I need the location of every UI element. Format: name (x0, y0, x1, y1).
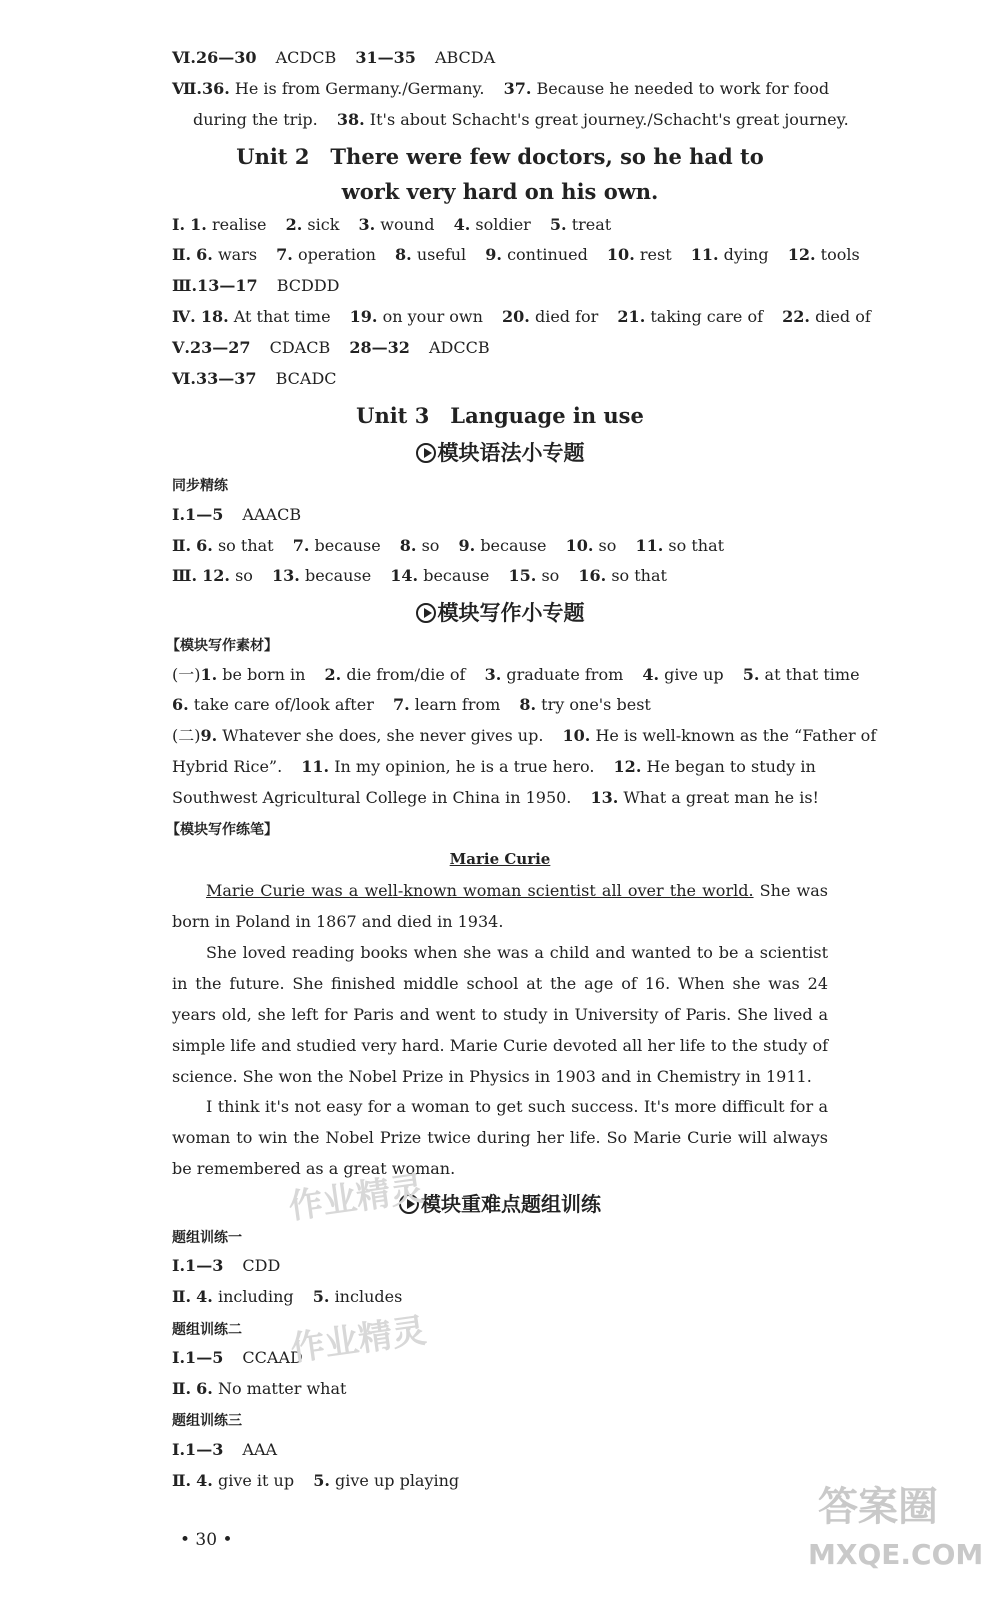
q-answer: died of (815, 307, 871, 326)
question-range: Ⅰ.1—3 (172, 1256, 224, 1275)
writing-material-label: 【模块写作素材】 (166, 638, 278, 654)
essay-paragraph-1 (172, 875, 828, 937)
q-answer: includes (334, 1287, 403, 1306)
section-numeral: Ⅱ. (172, 245, 192, 264)
material-part-2-line3 (172, 788, 819, 808)
writing-topic-title: 模块写作小专题 (437, 601, 585, 625)
q-num: 13. (272, 566, 300, 585)
q-answer: soldier (475, 215, 531, 234)
q-num: 8. (519, 695, 537, 714)
writing-topic-heading (0, 597, 1000, 627)
unit2-section-iv (172, 307, 871, 327)
q-num: 2. (285, 215, 303, 234)
q-num: 12. (202, 566, 230, 585)
q-num: 10. (562, 726, 591, 745)
answer-text: CCAAD (242, 1348, 303, 1367)
q-answer: because (314, 536, 381, 555)
q-num: 12. (613, 757, 642, 776)
q-num: 7. (276, 245, 293, 264)
q-answer: at that time (764, 665, 860, 684)
answer-text: ADCCB (428, 338, 490, 357)
q-answer: He is well-known as the “Father of (595, 726, 877, 745)
unit2-section-iii (172, 276, 339, 296)
q-num: 5. (313, 1471, 330, 1490)
drill-1-section-ii (172, 1287, 402, 1307)
q-num: 9. (485, 245, 502, 264)
answer-text: He is from Germany./Germany. (234, 79, 485, 98)
q-answer: operation (297, 245, 376, 264)
q-answer: so (235, 566, 253, 585)
q-answer: graduate from (506, 665, 624, 684)
question-range: Ⅰ.1—5 (172, 1348, 224, 1367)
q-answer: In my opinion, he is a true hero. (334, 757, 595, 776)
q-num: 21. (617, 307, 646, 326)
q-answer: taking care of (650, 307, 764, 326)
answer-line-vi-26-35 (172, 48, 495, 68)
q-answer: wound (380, 215, 435, 234)
q-answer: take care of/look after (193, 695, 374, 714)
q-answer: At that time (233, 307, 331, 326)
q-num: 2. (324, 665, 342, 684)
q-answer: learn from (414, 695, 501, 714)
answer-text: AAA (242, 1440, 278, 1459)
q-num: 22. (782, 307, 810, 326)
q-num: 9. (458, 536, 476, 555)
q-answer: sick (307, 215, 340, 234)
question-range: 31—35 (355, 48, 416, 67)
grammar-section-ii (172, 536, 724, 556)
q-answer: because (423, 566, 490, 585)
q-answer: so (541, 566, 560, 585)
q-answer: dying (723, 245, 769, 264)
essay-title: Marie Curie (449, 850, 551, 868)
drill-group-1-label: 题组训练一 (172, 1230, 242, 1246)
q-num: 12. (787, 245, 816, 264)
q-num: 6. (172, 695, 189, 714)
q-answer: What a great man he is! (623, 788, 819, 807)
material-part-2-line1 (172, 726, 876, 746)
question-range: Ⅲ.13—17 (172, 276, 258, 295)
q-answer: rest (639, 245, 672, 264)
q-num: 4. (196, 1471, 213, 1490)
answer-text: AAACB (242, 505, 302, 524)
question-number: Ⅶ.36. (172, 79, 230, 98)
q-num: 11. (690, 245, 719, 264)
drill-topic-title: 模块重难点题组训练 (421, 1192, 601, 1216)
sync-practice-label: 同步精练 (172, 478, 228, 494)
watermark-corner-logo: 答案圈 (818, 1484, 938, 1530)
q-answer: realise (211, 215, 267, 234)
play-circle-icon (416, 603, 436, 623)
q-answer: wars (217, 245, 258, 264)
q-answer: die from/die of (346, 665, 466, 684)
material-part-1-cont (172, 695, 651, 715)
q-answer: be born in (222, 665, 306, 684)
q-num: 5. (549, 215, 567, 234)
drill-3-section-ii (172, 1471, 459, 1491)
page-number: • 30 • (180, 1530, 233, 1550)
essay-paragraph-3: I think it's not easy for a woman to get such success. It's more difficult for a woman to win the Nobel Prize twice during her life. So Marie Curie will always be remembered as a great woman. (172, 1097, 828, 1178)
question-range: Ⅰ.1—3 (172, 1440, 224, 1459)
q-num: 19. (349, 307, 378, 326)
grammar-section-iii (172, 566, 667, 586)
q-num: 5. (312, 1287, 330, 1306)
essay-topic-sentence: Marie Curie was a well-known woman scientist all over the world. (206, 881, 754, 900)
section-numeral: Ⅲ. (172, 566, 198, 585)
unit2-title-line1: Unit 2 There were few doctors, so he had to (236, 144, 764, 169)
material-part-1 (172, 665, 860, 685)
q-num: 8. (395, 245, 412, 264)
q-num: 18. (200, 307, 229, 326)
drill-1-section-i (172, 1256, 280, 1276)
q-answer: continued (507, 245, 588, 264)
q-answer: Whatever she does, she never gives up. (222, 726, 544, 745)
q-num: 3. (484, 665, 502, 684)
q-num: 6. (196, 1379, 213, 1398)
q-num: 11. (301, 757, 330, 776)
q-answer: so (598, 536, 617, 555)
q-answer: tools (820, 245, 860, 264)
drill-2-section-i (172, 1348, 303, 1368)
question-range: Ⅵ.26—30 (172, 48, 257, 67)
section-numeral: Ⅱ. (172, 536, 192, 555)
q-answer: give up (664, 665, 724, 684)
q-answer: useful (416, 245, 467, 264)
q-num: 1. (200, 665, 218, 684)
q-num: 10. (606, 245, 635, 264)
watermark-corner-url: MXQE.COM (808, 1538, 984, 1571)
answer-line-38 (193, 110, 849, 130)
drill-2-section-ii (172, 1379, 346, 1399)
q-num: 1. (190, 215, 207, 234)
q-num: 4. (196, 1287, 213, 1306)
q-num: 5. (742, 665, 760, 684)
writing-practice-label: 【模块写作练笔】 (166, 822, 278, 838)
section-numeral: Ⅱ. (172, 1471, 192, 1490)
question-range: Ⅵ.33—37 (172, 369, 257, 388)
q-answer: on your own (382, 307, 483, 326)
q-answer: because (480, 536, 547, 555)
q-num: 13. (590, 788, 619, 807)
section-numeral: Ⅰ. (172, 215, 186, 234)
answer-text: CDACB (269, 338, 331, 357)
drill-3-section-i (172, 1440, 277, 1460)
q-num: 6. (196, 536, 213, 555)
q-num: 7. (292, 536, 310, 555)
q-answer: because (304, 566, 372, 585)
part-marker: (二) (172, 726, 201, 745)
unit2-section-i (172, 215, 611, 235)
answer-text: BCDDD (276, 276, 340, 295)
part-marker: (一) (172, 665, 201, 684)
q-num: 10. (565, 536, 594, 555)
q-num: 16. (578, 566, 607, 585)
unit2-title-line2: work very hard on his own. (341, 179, 659, 204)
watermark-2: 作业精灵 (288, 1310, 429, 1370)
q-answer: try one's best (541, 695, 651, 714)
grammar-topic-heading (0, 437, 1000, 467)
q-num: 9. (200, 726, 218, 745)
question-number: 37. (503, 79, 532, 98)
q-answer: give it up (217, 1471, 295, 1490)
play-circle-icon (416, 443, 436, 463)
answer-text: ACDCB (275, 48, 337, 67)
q-num: 4. (642, 665, 660, 684)
essay-paragraph-2: She loved reading books when she was a child and wanted to be a scientist in the future. She finished middle school at the age of 16. When she was 24 years old, she left for Paris and went to study in University of Paris. She lived a simple life and studied very hard. Marie Curie devoted all her life to the study of science. She won the Nobel Prize in Physics in 1903 and in Chemistry in 1911. (172, 943, 828, 1086)
unit2-section-vi (172, 369, 337, 389)
answer-text: BCADC (275, 369, 337, 388)
q-answer: so that (611, 566, 667, 585)
watermark-1: 作业精灵 (286, 1168, 427, 1228)
grammar-topic-title: 模块语法小专题 (437, 441, 585, 465)
q-num: 6. (196, 245, 213, 264)
material-part-2-line2 (172, 757, 816, 777)
grammar-section-i (172, 505, 301, 525)
q-num: 3. (358, 215, 376, 234)
answer-text: It's about Schacht's great journey./Schacht's great journey. (369, 110, 849, 129)
section-numeral: Ⅱ. (172, 1379, 192, 1398)
answer-text: ABCDA (434, 48, 496, 67)
answer-line-vii-36-37 (172, 79, 829, 99)
q-num: 14. (390, 566, 419, 585)
q-num: 7. (392, 695, 410, 714)
q-answer: give up playing (334, 1471, 460, 1490)
question-range: Ⅴ.23—27 (172, 338, 251, 357)
question-range: 28—32 (349, 338, 410, 357)
q-answer: so (421, 536, 440, 555)
unit3-title: Unit 3 Language in use (356, 403, 644, 428)
q-answer: treat (571, 215, 612, 234)
q-answer: Hybrid Rice”. (172, 757, 283, 776)
q-answer: so that (668, 536, 725, 555)
q-answer: He began to study in (646, 757, 816, 776)
answer-text: during the trip. (193, 110, 318, 129)
q-answer: No matter what (217, 1379, 347, 1398)
section-numeral: Ⅳ. (172, 307, 196, 326)
question-number: 38. (336, 110, 365, 129)
q-answer: died for (534, 307, 599, 326)
section-numeral: Ⅱ. (172, 1287, 192, 1306)
drill-group-3-label: 题组训练三 (172, 1413, 242, 1429)
q-answer: so that (217, 536, 274, 555)
essay-p1-rest: She was born in Poland in 1867 and died in 1934. (172, 881, 829, 931)
answer-text: CDD (242, 1256, 281, 1275)
q-num: 8. (399, 536, 417, 555)
drill-group-2-label: 题组训练二 (172, 1322, 242, 1338)
q-answer: Southwest Agricultural College in China in 1950. (172, 788, 572, 807)
q-num: 11. (635, 536, 664, 555)
unit2-section-ii (172, 245, 860, 265)
q-num: 15. (508, 566, 537, 585)
q-num: 4. (453, 215, 471, 234)
answer-text: Because he needed to work for food (536, 79, 830, 98)
question-range: Ⅰ.1—5 (172, 505, 224, 524)
q-num: 20. (502, 307, 530, 326)
unit2-section-v (172, 338, 490, 358)
q-answer: including (217, 1287, 294, 1306)
drill-topic-heading (0, 1188, 1000, 1217)
